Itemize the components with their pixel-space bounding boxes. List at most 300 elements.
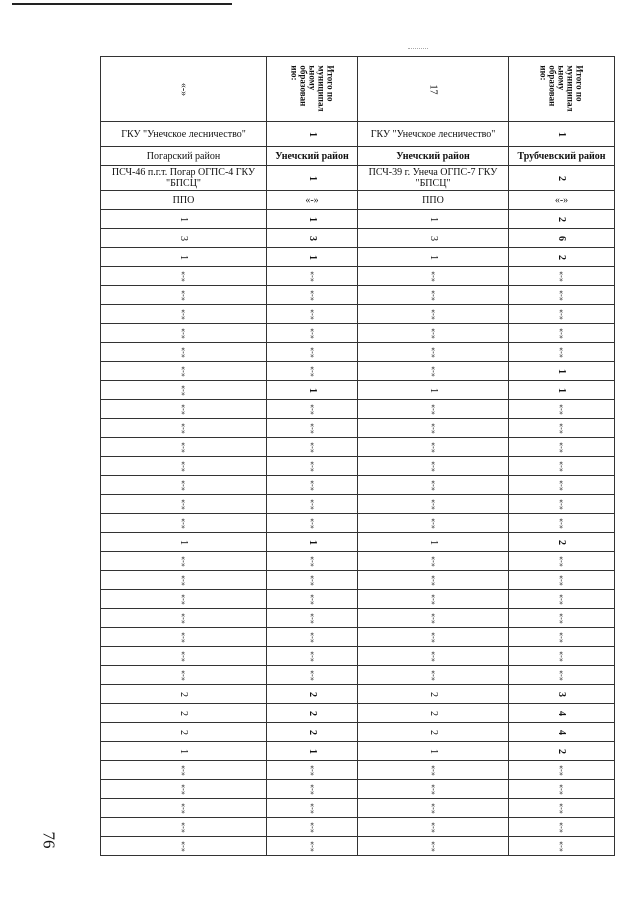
table-cell — [358, 609, 509, 628]
cell-value: «-» — [307, 650, 317, 662]
cell-value: «-» — [178, 821, 188, 833]
cell-value: 2 — [306, 710, 318, 716]
cell-value: «-» — [428, 612, 438, 624]
cell-value: «-» — [178, 384, 188, 396]
cell-value: 1 — [306, 216, 318, 222]
table-cell — [267, 780, 358, 799]
cell-value: 1 — [306, 131, 318, 137]
table-row — [101, 191, 615, 210]
cell-value: «-» — [178, 555, 188, 567]
cell-value: 2 — [556, 254, 567, 260]
table-cell — [509, 305, 615, 324]
cell-value: 1 — [178, 748, 189, 754]
cell-value: «-» — [556, 631, 566, 643]
table-cell — [509, 552, 615, 571]
table-row — [101, 343, 615, 362]
cell-value: «-» — [178, 289, 188, 301]
table-cell — [267, 723, 358, 742]
header-line: образован — [548, 65, 558, 107]
table-cell — [267, 704, 358, 723]
cell-value: «-» — [178, 764, 188, 776]
table-row — [101, 552, 615, 571]
cell-value: «-» — [307, 460, 317, 472]
table-cell — [101, 248, 267, 267]
table-cell — [267, 533, 358, 552]
cell-value: 2 — [178, 729, 189, 735]
cell-value: «-» — [428, 783, 438, 795]
cell-value: «-» — [178, 783, 188, 795]
cell-value: «-» — [556, 669, 566, 681]
cell-value: «-» — [428, 574, 438, 586]
table-cell — [267, 761, 358, 780]
table-row — [101, 419, 615, 438]
cell-value: 2 — [556, 175, 567, 181]
cell-value: 2 — [306, 729, 318, 735]
table-row — [101, 514, 615, 533]
cell-value: 1 — [178, 216, 189, 222]
cell-value: «-» — [556, 802, 566, 814]
table-row — [101, 495, 615, 514]
cell-value: «-» — [178, 669, 188, 681]
cell-value: «-» — [307, 517, 317, 529]
cell-value: «-» — [178, 365, 188, 377]
table-cell — [509, 381, 615, 400]
cell-value: «-» — [178, 840, 188, 852]
table-row — [101, 457, 615, 476]
cell-value: «-» — [178, 593, 188, 605]
cell-value: «-» — [307, 821, 317, 833]
table-cell — [509, 248, 615, 267]
table-cell — [101, 324, 267, 343]
cell-value: «-» — [428, 308, 438, 320]
cell-value: «-» — [556, 270, 566, 282]
table-cell — [358, 248, 509, 267]
cell-value: «-» — [428, 479, 438, 491]
table-cell — [509, 324, 615, 343]
table-cell — [267, 818, 358, 837]
table-row — [101, 533, 615, 552]
table-row — [101, 147, 615, 166]
header-line: Итого по — [325, 65, 336, 102]
table-cell — [101, 742, 267, 761]
table-cell — [509, 609, 615, 628]
table-cell — [101, 628, 267, 647]
table-cell — [358, 837, 509, 856]
table-cell — [509, 628, 615, 647]
table-cell: «-» — [267, 191, 358, 210]
table-cell — [267, 438, 358, 457]
cell-value: «-» — [178, 270, 188, 282]
table-cell — [358, 229, 509, 248]
table-cell — [267, 210, 358, 229]
cell-value: «-» — [307, 764, 317, 776]
table-cell — [101, 609, 267, 628]
table-cell — [509, 590, 615, 609]
table-row — [101, 609, 615, 628]
cell-value: «-» — [307, 308, 317, 320]
table-cell — [509, 122, 615, 147]
scan-mark — [408, 48, 428, 49]
table-cell — [358, 590, 509, 609]
table-cell — [101, 400, 267, 419]
table-cell — [101, 647, 267, 666]
cell-value: «-» — [178, 517, 188, 529]
table-cell — [101, 419, 267, 438]
table-cell — [101, 780, 267, 799]
table-cell — [267, 229, 358, 248]
cell-value: «-» — [178, 574, 188, 586]
cell-value: «-» — [428, 517, 438, 529]
table-row — [101, 780, 615, 799]
table-cell — [101, 837, 267, 856]
cell-value: 4 — [556, 729, 567, 735]
header-line: муниципал — [316, 65, 327, 112]
cell-value: «-» — [428, 669, 438, 681]
cell-value: «-» — [178, 802, 188, 814]
table-cell — [101, 723, 267, 742]
table-row — [101, 324, 615, 343]
cell-value: 2 — [427, 691, 439, 697]
cell-value: 1 — [306, 748, 318, 754]
table-cell — [101, 381, 267, 400]
cell-value: 1 — [306, 254, 318, 260]
table-row — [101, 476, 615, 495]
table-cell: Унечский район — [358, 147, 509, 166]
table-row — [101, 837, 615, 856]
table-cell — [358, 286, 509, 305]
cell-value: «-» — [428, 441, 438, 453]
table-cell — [267, 166, 358, 191]
table-cell — [101, 267, 267, 286]
table-cell — [509, 647, 615, 666]
cell-value: «-» — [428, 327, 438, 339]
table-row — [101, 210, 615, 229]
cell-value: «-» — [556, 612, 566, 624]
table-cell — [358, 742, 509, 761]
table-cell — [101, 229, 267, 248]
table-cell — [267, 419, 358, 438]
cell-value: «-» — [556, 346, 566, 358]
table-cell — [509, 166, 615, 191]
cell-value: «-» — [178, 631, 188, 643]
table-cell — [358, 438, 509, 457]
table-cell — [358, 552, 509, 571]
table-cell: ПСЧ-46 п.г.т. Погар ОГПС-4 ГКУ "БПСЦ" — [101, 166, 267, 191]
table-cell: Погарский район — [101, 147, 267, 166]
header-row — [101, 57, 615, 122]
cell-value: 2 — [427, 729, 439, 735]
cell-value: «-» — [428, 650, 438, 662]
cell-value: 2 — [556, 216, 567, 222]
table-cell — [101, 761, 267, 780]
table-cell — [358, 400, 509, 419]
table-cell — [358, 457, 509, 476]
table-cell — [101, 590, 267, 609]
cell-value: «-» — [556, 650, 566, 662]
cell-value: «-» — [556, 498, 566, 510]
table-cell — [101, 457, 267, 476]
table-cell — [267, 343, 358, 362]
table-row — [101, 704, 615, 723]
table-cell — [267, 514, 358, 533]
table-cell — [358, 666, 509, 685]
cell-value: 1 — [306, 539, 318, 545]
table-row — [101, 122, 615, 147]
cell-value: «-» — [307, 422, 317, 434]
table-row — [101, 305, 615, 324]
table-cell — [101, 552, 267, 571]
header-line: образован — [298, 65, 309, 107]
cell-value: «-» — [307, 346, 317, 358]
table-cell — [509, 267, 615, 286]
table-cell — [101, 704, 267, 723]
table-cell — [509, 799, 615, 818]
table-cell: «-» — [509, 191, 615, 210]
cell-value: «-» — [307, 365, 317, 377]
table-row — [101, 286, 615, 305]
table-cell — [358, 476, 509, 495]
cell-value: «-» — [428, 403, 438, 415]
table-cell — [358, 495, 509, 514]
table-row — [101, 362, 615, 381]
table-cell — [509, 571, 615, 590]
header-col3: 17 — [358, 57, 509, 122]
cell-value: «-» — [178, 498, 188, 510]
cell-value: «-» — [556, 460, 566, 472]
cell-value: 2 — [306, 691, 318, 697]
table-cell — [101, 362, 267, 381]
cell-value: «-» — [307, 403, 317, 415]
table-row — [101, 761, 615, 780]
cell-value: 1 — [178, 539, 189, 545]
cell-value: «-» — [556, 764, 566, 776]
cell-value: «-» — [428, 840, 438, 852]
cell-value: «-» — [556, 479, 566, 491]
cell-value: «-» — [556, 422, 566, 434]
table-cell — [358, 419, 509, 438]
cell-value: 1 — [427, 254, 439, 260]
cell-value: «-» — [428, 555, 438, 567]
cell-value: «-» — [428, 422, 438, 434]
table-row — [101, 267, 615, 286]
table-row — [101, 742, 615, 761]
cell-value: «-» — [307, 498, 317, 510]
cell-value: 3 — [178, 235, 189, 241]
table-cell — [101, 666, 267, 685]
table-cell — [358, 324, 509, 343]
table-cell — [509, 761, 615, 780]
header-line: ьному — [557, 65, 567, 91]
table-cell — [267, 609, 358, 628]
table-row — [101, 647, 615, 666]
cell-value: 1 — [178, 254, 189, 260]
table-cell — [101, 286, 267, 305]
cell-value: «-» — [307, 327, 317, 339]
cell-value: «-» — [307, 802, 317, 814]
cell-value: «-» — [428, 346, 438, 358]
cell-value: «-» — [307, 669, 317, 681]
table-cell — [358, 267, 509, 286]
cell-value: 2 — [556, 748, 567, 754]
table-cell — [267, 324, 358, 343]
cell-value: 4 — [556, 710, 567, 716]
cell-value: 2 — [178, 691, 189, 697]
table-cell — [509, 685, 615, 704]
table-cell — [267, 552, 358, 571]
table-row — [101, 799, 615, 818]
cell-value: «-» — [556, 308, 566, 320]
cell-value: 1 — [427, 539, 439, 545]
cell-value: 6 — [556, 235, 567, 241]
table-cell — [101, 571, 267, 590]
top-rule — [12, 3, 232, 5]
table-cell — [101, 685, 267, 704]
table-cell — [267, 305, 358, 324]
table-cell — [358, 210, 509, 229]
table-cell — [358, 571, 509, 590]
cell-value: «-» — [307, 270, 317, 282]
table-cell: ППО — [101, 191, 267, 210]
table-cell: Унечский район — [267, 147, 358, 166]
cell-value: 1 — [306, 175, 318, 181]
table-cell: ПСЧ-39 г. Унеча ОГПС-7 ГКУ "БПСЦ" — [358, 166, 509, 191]
header-line: ию: — [289, 65, 300, 81]
table-cell — [267, 286, 358, 305]
cell-value: «-» — [428, 764, 438, 776]
table-cell — [358, 305, 509, 324]
table-row — [101, 723, 615, 742]
table-cell — [358, 533, 509, 552]
table-cell — [509, 457, 615, 476]
table-cell — [267, 685, 358, 704]
table-row — [101, 438, 615, 457]
cell-value: «-» — [428, 365, 438, 377]
table-cell — [267, 248, 358, 267]
header-line: ию: — [539, 65, 549, 81]
table-row — [101, 590, 615, 609]
cell-value: «-» — [556, 441, 566, 453]
table-cell — [267, 647, 358, 666]
table-cell — [267, 476, 358, 495]
cell-value: «-» — [178, 308, 188, 320]
cell-value: 1 — [556, 387, 567, 393]
cell-value: «-» — [556, 289, 566, 301]
table-cell — [509, 476, 615, 495]
cell-value: «-» — [307, 593, 317, 605]
table-cell: ППО — [358, 191, 509, 210]
cell-value: «-» — [428, 631, 438, 643]
cell-value: «-» — [428, 289, 438, 301]
table-cell: Трубчевский район — [509, 147, 615, 166]
cell-value: «-» — [428, 821, 438, 833]
table-cell — [267, 742, 358, 761]
cell-value: «-» — [556, 327, 566, 339]
table-cell — [267, 400, 358, 419]
table-cell — [509, 495, 615, 514]
table-cell — [358, 799, 509, 818]
cell-value: «-» — [556, 783, 566, 795]
cell-value: 1 — [306, 387, 318, 393]
cell-value: «-» — [428, 802, 438, 814]
table-cell — [509, 229, 615, 248]
table-row — [101, 571, 615, 590]
header-line: ьному — [307, 65, 318, 91]
cell-value: 1 — [556, 368, 567, 374]
table-cell — [101, 438, 267, 457]
table-cell — [267, 590, 358, 609]
cell-value: 1 — [427, 216, 439, 222]
cell-value: «-» — [428, 498, 438, 510]
table-cell — [101, 210, 267, 229]
table-cell — [267, 362, 358, 381]
table-cell — [101, 305, 267, 324]
cell-value: «-» — [178, 612, 188, 624]
table-cell — [358, 723, 509, 742]
header-col4 — [509, 57, 615, 122]
cell-value: 2 — [556, 539, 567, 545]
table-row — [101, 666, 615, 685]
cell-value: «-» — [556, 403, 566, 415]
cell-value: «-» — [307, 783, 317, 795]
table-cell — [358, 362, 509, 381]
table-cell — [101, 495, 267, 514]
cell-value: «-» — [307, 840, 317, 852]
data-table — [100, 56, 615, 856]
cell-value: 2 — [427, 710, 439, 716]
cell-value: 1 — [427, 748, 439, 754]
cell-value: «-» — [556, 555, 566, 567]
cell-value: «-» — [178, 441, 188, 453]
table-cell — [509, 723, 615, 742]
table-cell — [358, 761, 509, 780]
page-number: 76 — [39, 831, 59, 849]
cell-value: «-» — [556, 821, 566, 833]
cell-value: «-» — [428, 270, 438, 282]
table-cell: ГКУ "Унечское лесничество" — [101, 122, 267, 147]
header-col2 — [267, 57, 358, 122]
table-cell — [509, 533, 615, 552]
table-cell — [509, 438, 615, 457]
table-cell — [267, 381, 358, 400]
table-row — [101, 685, 615, 704]
table-cell — [509, 362, 615, 381]
table-cell — [509, 818, 615, 837]
table-cell — [509, 343, 615, 362]
table-cell — [358, 818, 509, 837]
cell-value: «-» — [178, 327, 188, 339]
cell-value: «-» — [307, 441, 317, 453]
table-cell — [101, 343, 267, 362]
table-cell — [267, 457, 358, 476]
cell-value: «-» — [178, 479, 188, 491]
cell-value: «-» — [428, 460, 438, 472]
table-cell — [358, 628, 509, 647]
header-col1: «-» — [101, 57, 267, 122]
header-line: Итого по — [575, 65, 585, 102]
table-row — [101, 248, 615, 267]
cell-value: «-» — [307, 289, 317, 301]
table-row — [101, 166, 615, 191]
table-cell — [358, 647, 509, 666]
table-cell — [509, 514, 615, 533]
cell-value: «-» — [556, 840, 566, 852]
table-cell — [509, 210, 615, 229]
cell-value: «-» — [307, 555, 317, 567]
table-cell — [267, 495, 358, 514]
table-cell — [267, 799, 358, 818]
table-cell — [509, 780, 615, 799]
table-cell — [509, 704, 615, 723]
